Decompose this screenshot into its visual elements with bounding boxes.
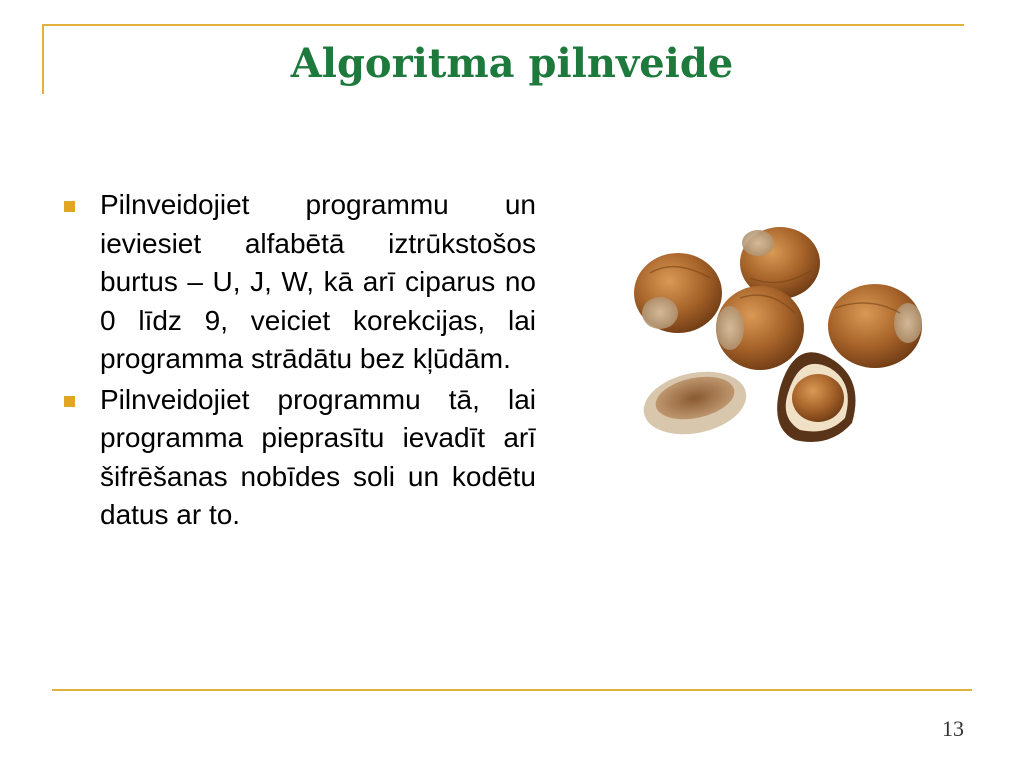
bullet-list — [62, 186, 536, 537]
hazelnuts-image — [630, 218, 930, 454]
bottom-divider-line — [52, 689, 972, 691]
bullet-item — [62, 381, 536, 535]
page-number: 13 — [942, 716, 964, 741]
square-bullet-icon — [64, 201, 75, 212]
bullet-text: Pilnveidojiet programmu un ieviesiet alfabētā iztrūkstošos burtus – U, J, W, kā arī ciparus no 0 līdz 9, veiciet korekcijas, lai programma strādātu bez kļūdām. — [100, 189, 536, 374]
bullet-text: Pilnveidojiet programmu tā, lai programma pieprasītu ievadīt arī šifrēšanas nobīdes soli un kodētu datus ar to. — [100, 383, 536, 530]
top-divider-line — [42, 24, 964, 26]
square-bullet-icon — [64, 396, 75, 407]
slide-title: Algoritma pilnveide — [290, 40, 734, 87]
bullet-item — [62, 186, 536, 379]
